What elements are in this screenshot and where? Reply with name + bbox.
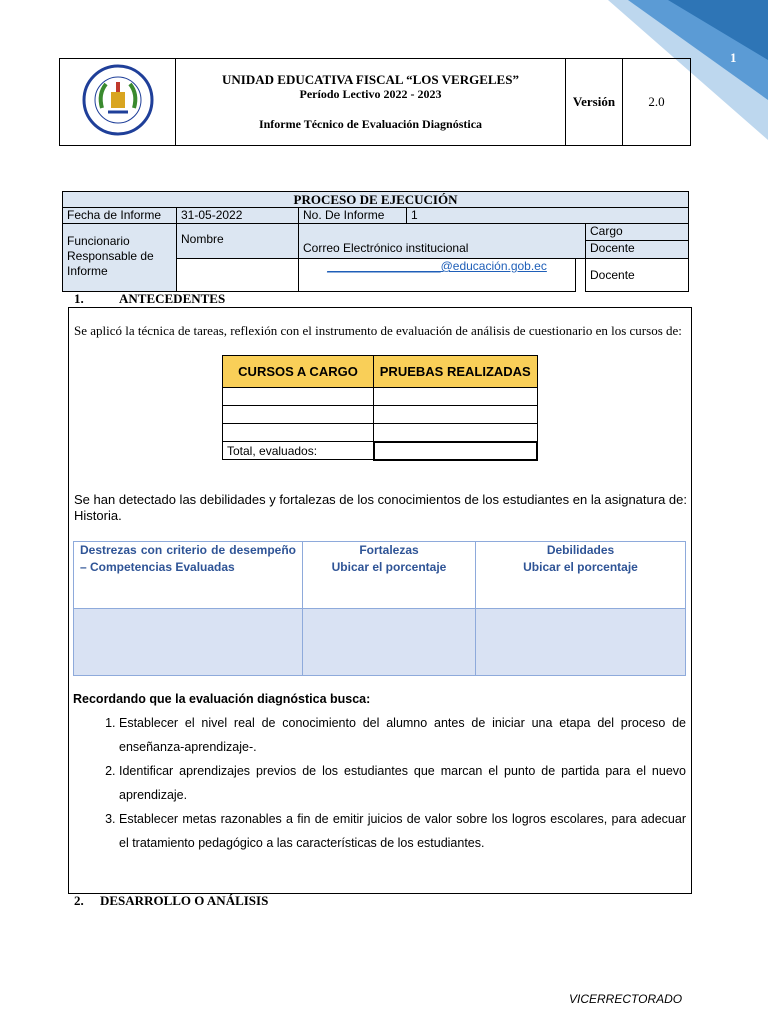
cursos-cell — [223, 406, 374, 424]
total-value — [374, 442, 538, 460]
destrezas-table — [73, 541, 686, 676]
fecha-value: 31-05-2022 — [176, 207, 299, 224]
debilidades-header — [476, 542, 686, 609]
cargo-label: Cargo — [585, 223, 689, 241]
cargo-value-2: Docente — [585, 258, 689, 292]
funcionario-label: Funcionario Responsable de Informe — [62, 223, 177, 292]
fecha-label: Fecha de Informe — [62, 207, 177, 224]
correo-value-cell — [298, 258, 576, 292]
fortalezas-cell — [303, 609, 476, 676]
destrezas-cell — [74, 609, 303, 676]
no-informe-label: No. De Informe — [298, 207, 407, 224]
proceso-title: PROCESO DE EJECUCIÓN — [62, 191, 689, 208]
cargo-value-1: Docente — [585, 240, 689, 259]
section2-title: DESARROLLO O ANÁLISIS — [100, 893, 269, 908]
cursos-cell — [223, 424, 374, 442]
evaluacion-list — [73, 691, 686, 855]
cursos-header: CURSOS A CARGO — [223, 356, 374, 388]
nombre-label: Nombre — [176, 223, 299, 259]
version-value: 2.0 — [623, 59, 691, 146]
section1-number: 1. — [74, 291, 84, 306]
debilidades-subtitle: Ubicar el porcentaje — [523, 560, 638, 574]
version-label: Versión — [566, 59, 623, 146]
fortalezas-subtitle: Ubicar el porcentaje — [331, 560, 447, 574]
nombre-value — [176, 258, 299, 292]
footer-text: VICERRECTORADO — [569, 992, 683, 1006]
logo-cell — [60, 59, 176, 146]
total-label: Total, evaluados: — [223, 442, 374, 460]
detected-text: Se han detectado las debilidades y fortalezas de los conocimientos de los estudiantes en la asignatura de: Historia. — [74, 492, 687, 523]
recordando-text: Recordando que la evaluación diagnóstica busca: — [73, 692, 371, 706]
correo-value[interactable]: _________________@educación.gob.ec — [327, 259, 547, 273]
debilidades-title: Debilidades — [546, 543, 615, 557]
list-item: 3. Establecer metas razonables a fin de emitir juicios de valor sobre los logros escolares, para adecuar el tratamiento pedagógico a las características de los estudiantes. — [119, 807, 686, 855]
destrezas-header: Destrezas con criterio de desempeño – Competencias Evaluadas — [74, 542, 303, 609]
report-subtitle: Informe Técnico de Evaluación Diagnóstica — [258, 117, 483, 131]
no-informe-value: 1 — [406, 207, 689, 224]
section1-title: ANTECEDENTES — [119, 291, 226, 306]
school-name: UNIDAD EDUCATIVA FISCAL “LOS VERGELES” — [222, 72, 519, 87]
header-table — [59, 58, 691, 146]
page-number: 1 — [730, 50, 737, 65]
correo-label: Correo Electrónico institucional — [298, 223, 586, 259]
list-item: 1. Establecer el nivel real de conocimiento del alumno antes de iniciar una etapa del proceso de enseñanza-aprendizaje-. — [119, 711, 686, 759]
pruebas-cell — [374, 424, 538, 442]
school-logo-icon — [82, 64, 154, 136]
fortalezas-title: Fortalezas — [359, 543, 419, 557]
fortalezas-header — [303, 542, 476, 609]
antecedentes-intro: Se aplicó la técnica de tareas, reflexión con el instrumento de evaluación de análisis de cuestionario en los cursos de: — [74, 323, 682, 338]
pruebas-header: PRUEBAS REALIZADAS — [374, 356, 538, 388]
section2-number: 2. — [74, 893, 84, 908]
school-period: Período Lectivo 2022 - 2023 — [299, 87, 442, 101]
header-title-cell — [176, 59, 566, 146]
pruebas-cell — [374, 406, 538, 424]
pruebas-cell — [374, 388, 538, 406]
list-item: 2. Identificar aprendizajes previos de los estudiantes que marcan el punto de partida para el nuevo aprendizaje. — [119, 759, 686, 807]
debilidades-cell — [476, 609, 686, 676]
cursos-table — [222, 355, 538, 461]
cursos-cell — [223, 388, 374, 406]
